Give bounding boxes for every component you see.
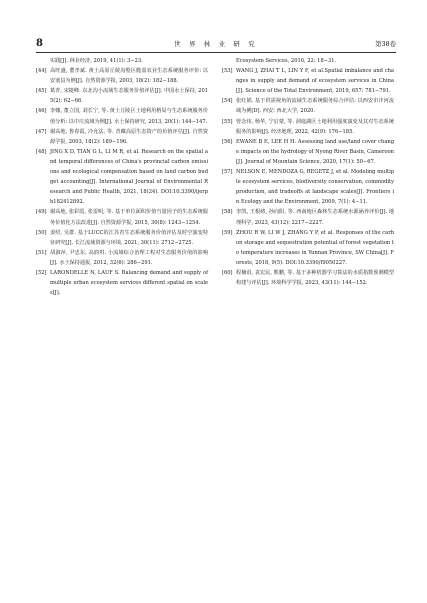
reference-column-right bbox=[222, 56, 394, 288]
reference-entry bbox=[36, 248, 208, 268]
reference-number: [49] bbox=[36, 209, 47, 216]
reference-entry bbox=[36, 147, 208, 208]
reference-text: JING X D, TIAN G L, LI M R, et al. Research on the spatial and temporal differences of China's provincial carbon emissions and ecological compensation based on land carbon budget accounting[J]. International Journal of Environmental Research and Public Health, 2021, 18(24). DOI:10.3390/ijerph182412892. bbox=[50, 148, 208, 206]
reference-text: EWANE B E, LEE H H. Assessing land use/land cover change impacts on the hydrology of Nyong River Basin, Cameroon[J]. Journal of Mountain Science, 2020, 17(1): 50−67. bbox=[236, 138, 394, 165]
reference-text: 高旺盛, 董孝斌. 黄土高原丘陵沟壑区脆弱农业生态系统服务评价: 以安塞县为例[J]. 自然资源学报, 2003, 18(2): 182−188. bbox=[50, 68, 208, 85]
reference-number: [52] bbox=[36, 269, 47, 276]
reference-number: [60] bbox=[222, 269, 233, 276]
reference-entry bbox=[36, 86, 208, 106]
reference-text: WANG J, ZHAI T L, LIN Y F, et al.Spatial imbalance and changes in supply and demand of ecosystem services in China[J]. Science of the Total Environment, 2019, 657: 781−791. bbox=[236, 68, 394, 95]
reference-text: ZHOU R W, LI W J, ZHANG Y P, et al. Responses of the carbon storage and sequestration potential of forest vegetation to temperature increases in Yunnan Province, SW China[J]. Forests, 2018, 9(5). DOI:10.3390/f9050227. bbox=[236, 229, 394, 266]
journal-title: 世 界 林 业 研 究 bbox=[174, 40, 258, 48]
reference-number: [58] bbox=[222, 209, 233, 216]
reference-text: 张红娟. 基于供需视角的流域生态系统服务综合评估: 以西安市沣河流域为例[D]. 西安: 西北大学, 2020. bbox=[236, 98, 394, 115]
volume-label: 第38卷 bbox=[375, 40, 396, 48]
reference-text: 谢高地, 张彩霞, 张雷明, 等. 基于单位面积价值当量因子的生态系统服务价值化方法改进[J]. 自然资源学报, 2015, 30(8): 1243−1254. bbox=[50, 209, 208, 226]
reference-entry bbox=[222, 207, 394, 227]
reference-number: [45] bbox=[36, 88, 47, 95]
reference-entry bbox=[36, 268, 208, 298]
reference-number: [55] bbox=[222, 118, 233, 125]
reference-text: 姜绍, 吴群. 基于LUCC的江苏省生态系统服务价值评估及时空演变特征研究[J]. 长江流域资源与环境, 2021, 30(11): 2712−2725. bbox=[50, 229, 208, 246]
reference-text: 胡淑萍, 尹忠东, 高润琪. 小流域综合治理工程对生态服务价值的影响[J]. 水土保持通报, 2012, 32(6): 286−291. bbox=[50, 249, 208, 266]
reference-number: [59] bbox=[222, 229, 233, 236]
reference-entry bbox=[222, 137, 394, 167]
reference-entry bbox=[222, 66, 394, 96]
reference-number: [47] bbox=[36, 128, 47, 135]
page-number: 8 bbox=[36, 38, 43, 49]
reference-number: [44] bbox=[36, 68, 47, 75]
reference-text: 李娜, 董立国, 刘长宁, 等. 黄土丘陵区土地利用格局与生态系统服务价值分析: 以中庄流域为例[J]. 水土保持研究, 2013, 20(1): 144−147. bbox=[50, 108, 208, 125]
reference-number: [50] bbox=[36, 229, 47, 236]
reference-entry bbox=[36, 56, 208, 66]
reference-text: 李凯, 王根绪, 孙向阳, 等. 西南地区森林生态系统水源涵养评价[J]. 地理科学, 2023, 43(12): 2217−2227. bbox=[236, 209, 394, 226]
reference-entry bbox=[222, 228, 394, 268]
reference-entry bbox=[222, 56, 394, 66]
reference-text: 程楠涓, 袁宏民, 熊鹏, 等. 基于多种机器学习算法的水质指数预测模型构建与评估[J]. 环境科学学报, 2023, 43(11): 144−152. bbox=[236, 269, 394, 287]
reference-number: [57] bbox=[222, 169, 233, 176]
reference-column-left bbox=[36, 56, 208, 298]
reference-number: [54] bbox=[222, 98, 233, 105]
reference-entry bbox=[222, 96, 394, 116]
reference-number: [56] bbox=[222, 138, 233, 145]
reference-number: [53] bbox=[222, 68, 233, 75]
reference-entry bbox=[36, 228, 208, 248]
reference-number: [46] bbox=[36, 108, 47, 115]
reference-entry bbox=[222, 117, 394, 137]
reference-text: 葛青, 宋捷峰. 东北沟小流域生态服务价值评估[J]. 中国水土保持, 2015(2): 62−66. bbox=[50, 88, 208, 105]
reference-entry bbox=[222, 268, 394, 288]
header-rule bbox=[36, 52, 396, 53]
reference-text: 谢高地, 鲁春霞, 冷允法, 等. 青藏高原生态资产的价值评估[J]. 自然资源学报, 2003, 18(2): 189−196. bbox=[50, 128, 208, 145]
reference-entry bbox=[36, 66, 208, 86]
page-header bbox=[36, 38, 396, 50]
reference-text: LARONDELLE N, LAUF S. Balancing demand and supply of multiple urban ecosystem services different spatial on scales[J]. bbox=[50, 269, 208, 297]
reference-entry bbox=[222, 167, 394, 207]
reference-text: NELSON E, MENDOZA G, REGETZ J, et al. Modeling multiple ecosystem services, biodiversity conservation, commodity production, and tradeoffs at landscape scales[J]. Frontiers in Ecology and the Environment, 2009, 7(1): 4−11. bbox=[236, 169, 394, 206]
reference-number: [48] bbox=[36, 148, 47, 155]
reference-text: Ecosystem Services, 2016, 22: 18−31. bbox=[236, 58, 337, 64]
reference-text: 曾念伟, 杨华, 宁启蒙, 等. 洞庭湖区土地利用强度演变及其对生态系统服务的影响[J]. 经济地理, 2022, 42(9): 176−185. bbox=[236, 118, 394, 135]
reference-entry bbox=[36, 207, 208, 227]
reference-entry bbox=[36, 106, 208, 126]
reference-text: 实践[J]. 林业经济, 2019, 41(1): 3−23. bbox=[50, 58, 143, 64]
reference-entry bbox=[36, 127, 208, 147]
reference-number: [51] bbox=[36, 249, 47, 256]
